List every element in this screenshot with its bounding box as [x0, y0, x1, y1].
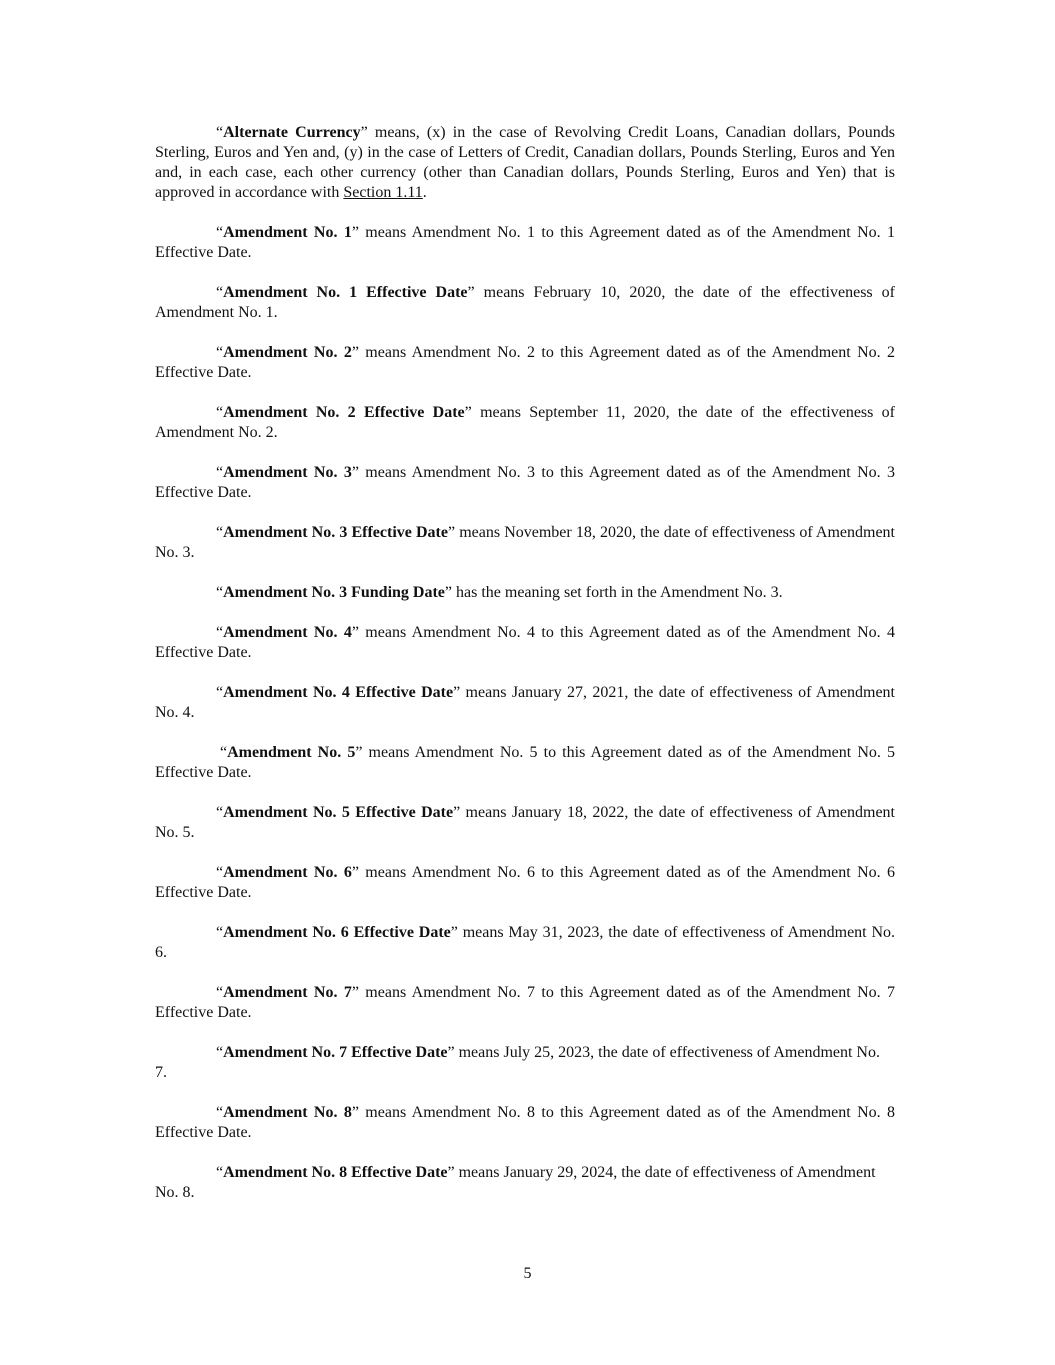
defined-term: Amendment No. 8 Effective Date	[223, 1164, 448, 1181]
definition-amendment-4-effective-date	[155, 683, 895, 723]
definition-amendment-1	[155, 223, 895, 263]
definition-text: ” means Amendment No. 2 to this Agreement dated as of the Amendment No. 2 Effective Date.	[155, 344, 895, 381]
open-quote: “	[216, 284, 224, 301]
page-number: 5	[523, 1265, 532, 1282]
defined-term: Amendment No. 1 Effective Date	[223, 284, 468, 301]
definition-amendment-3-effective-date	[155, 523, 895, 563]
definition-alternate-currency	[155, 123, 895, 203]
defined-term: Amendment No. 6 Effective Date	[223, 924, 451, 941]
definition-amendment-3	[155, 463, 895, 503]
definition-amendment-5	[155, 743, 895, 783]
defined-term: Amendment No. 3 Funding Date	[223, 584, 445, 601]
definition-text: ” means January 29, 2024, the date of effectiveness of Amendment No. 8.	[155, 1164, 876, 1201]
defined-term: Amendment No. 6	[223, 864, 352, 881]
definition-amendment-6-effective-date	[155, 923, 895, 963]
definition-text: ” means September 11, 2020, the date of the effectiveness of Amendment No. 2.	[155, 404, 896, 441]
definition-text: ” means Amendment No. 8 to this Agreement dated as of the Amendment No. 8 Effective Date.	[155, 1104, 895, 1141]
definition-text: ” means May 31, 2023, the date of effectiveness of Amendment No. 6.	[155, 924, 896, 961]
definition-text-end: .	[422, 184, 427, 201]
open-quote: “	[216, 804, 224, 821]
definition-amendment-5-effective-date	[155, 803, 895, 843]
definition-amendment-7	[155, 983, 895, 1023]
definition-amendment-2-effective-date	[155, 403, 895, 443]
definition-amendment-8	[155, 1103, 895, 1143]
definition-amendment-8-effective-date	[155, 1163, 895, 1203]
definition-amendment-6	[155, 863, 895, 903]
document-body	[155, 123, 895, 1223]
definition-text: ” means Amendment No. 6 to this Agreement dated as of the Amendment No. 6 Effective Date.	[155, 864, 895, 901]
definition-text: ” means July 25, 2023, the date of effectiveness of Amendment No. 7.	[155, 1044, 880, 1081]
section-reference-link[interactable]: Section 1.11	[343, 184, 423, 201]
definition-text: ” means November 18, 2020, the date of effectiveness of Amendment No. 3.	[155, 524, 895, 561]
definition-text: ” has the meaning set forth in the Amendment No. 3.	[444, 584, 783, 601]
defined-term: Alternate Currency	[223, 124, 361, 141]
open-quote: “	[216, 1044, 224, 1061]
defined-term: Amendment No. 2 Effective Date	[223, 404, 465, 421]
open-quote: “	[216, 404, 224, 421]
defined-term: Amendment No. 4	[223, 624, 352, 641]
definition-amendment-7-effective-date	[155, 1043, 895, 1083]
definition-text: ” means Amendment No. 4 to this Agreement dated as of the Amendment No. 4 Effective Date.	[155, 624, 895, 661]
open-quote: “	[216, 584, 224, 601]
definition-amendment-2	[155, 343, 895, 383]
definition-amendment-1-effective-date	[155, 283, 895, 323]
definition-text: ” means February 10, 2020, the date of the effectiveness of Amendment No. 1.	[155, 284, 895, 321]
open-quote: “	[216, 224, 224, 241]
defined-term: Amendment No. 8	[223, 1104, 352, 1121]
defined-term: Amendment No. 3	[223, 464, 352, 481]
definition-amendment-4	[155, 623, 895, 663]
defined-term: Amendment No. 3 Effective Date	[223, 524, 448, 541]
defined-term: Amendment No. 7 Effective Date	[223, 1044, 448, 1061]
open-quote: “	[216, 924, 224, 941]
open-quote: “	[216, 984, 224, 1001]
defined-term: Amendment No. 7	[223, 984, 352, 1001]
defined-term: Amendment No. 1	[223, 224, 352, 241]
open-quote: “	[216, 1164, 224, 1181]
definition-amendment-3-funding-date	[155, 583, 895, 603]
open-quote: “	[216, 124, 224, 141]
definition-text: ” means January 18, 2022, the date of effectiveness of Amendment No. 5.	[155, 804, 895, 841]
open-quote: “	[216, 624, 224, 641]
open-quote: “	[216, 524, 224, 541]
definition-text: ” means Amendment No. 3 to this Agreement dated as of the Amendment No. 3 Effective Date.	[155, 464, 895, 501]
definition-text: ” means, (x) in the case of Revolving Credit Loans, Canadian dollars, Pounds Sterling, Euros and Yen and, (y) in the case of Letters of Credit, Canadian dollars, Pounds Sterling, Euros and Yen and, in each case, each other currency (other than Canadian dollars, Pounds Sterling, Euros and Yen) that is approved in accordance with	[155, 124, 895, 201]
open-quote: “	[216, 864, 224, 881]
definition-text: ” means January 27, 2021, the date of effectiveness of Amendment No. 4.	[155, 684, 895, 721]
definition-text: ” means Amendment No. 1 to this Agreement dated as of the Amendment No. 1 Effective Date.	[155, 224, 895, 261]
defined-term: Amendment No. 4 Effective Date	[223, 684, 454, 701]
defined-term: Amendment No. 5 Effective Date	[223, 804, 454, 821]
defined-term: Amendment No. 5	[227, 744, 356, 761]
definition-text: ” means Amendment No. 7 to this Agreement dated as of the Amendment No. 7 Effective Date.	[155, 984, 895, 1021]
open-quote: “	[216, 464, 224, 481]
open-quote: “	[216, 344, 224, 361]
open-quote: “	[216, 1104, 224, 1121]
definition-text: ” means Amendment No. 5 to this Agreement dated as of the Amendment No. 5 Effective Date.	[155, 744, 895, 781]
open-quote: “	[220, 744, 228, 761]
open-quote: “	[216, 684, 224, 701]
defined-term: Amendment No. 2	[223, 344, 352, 361]
